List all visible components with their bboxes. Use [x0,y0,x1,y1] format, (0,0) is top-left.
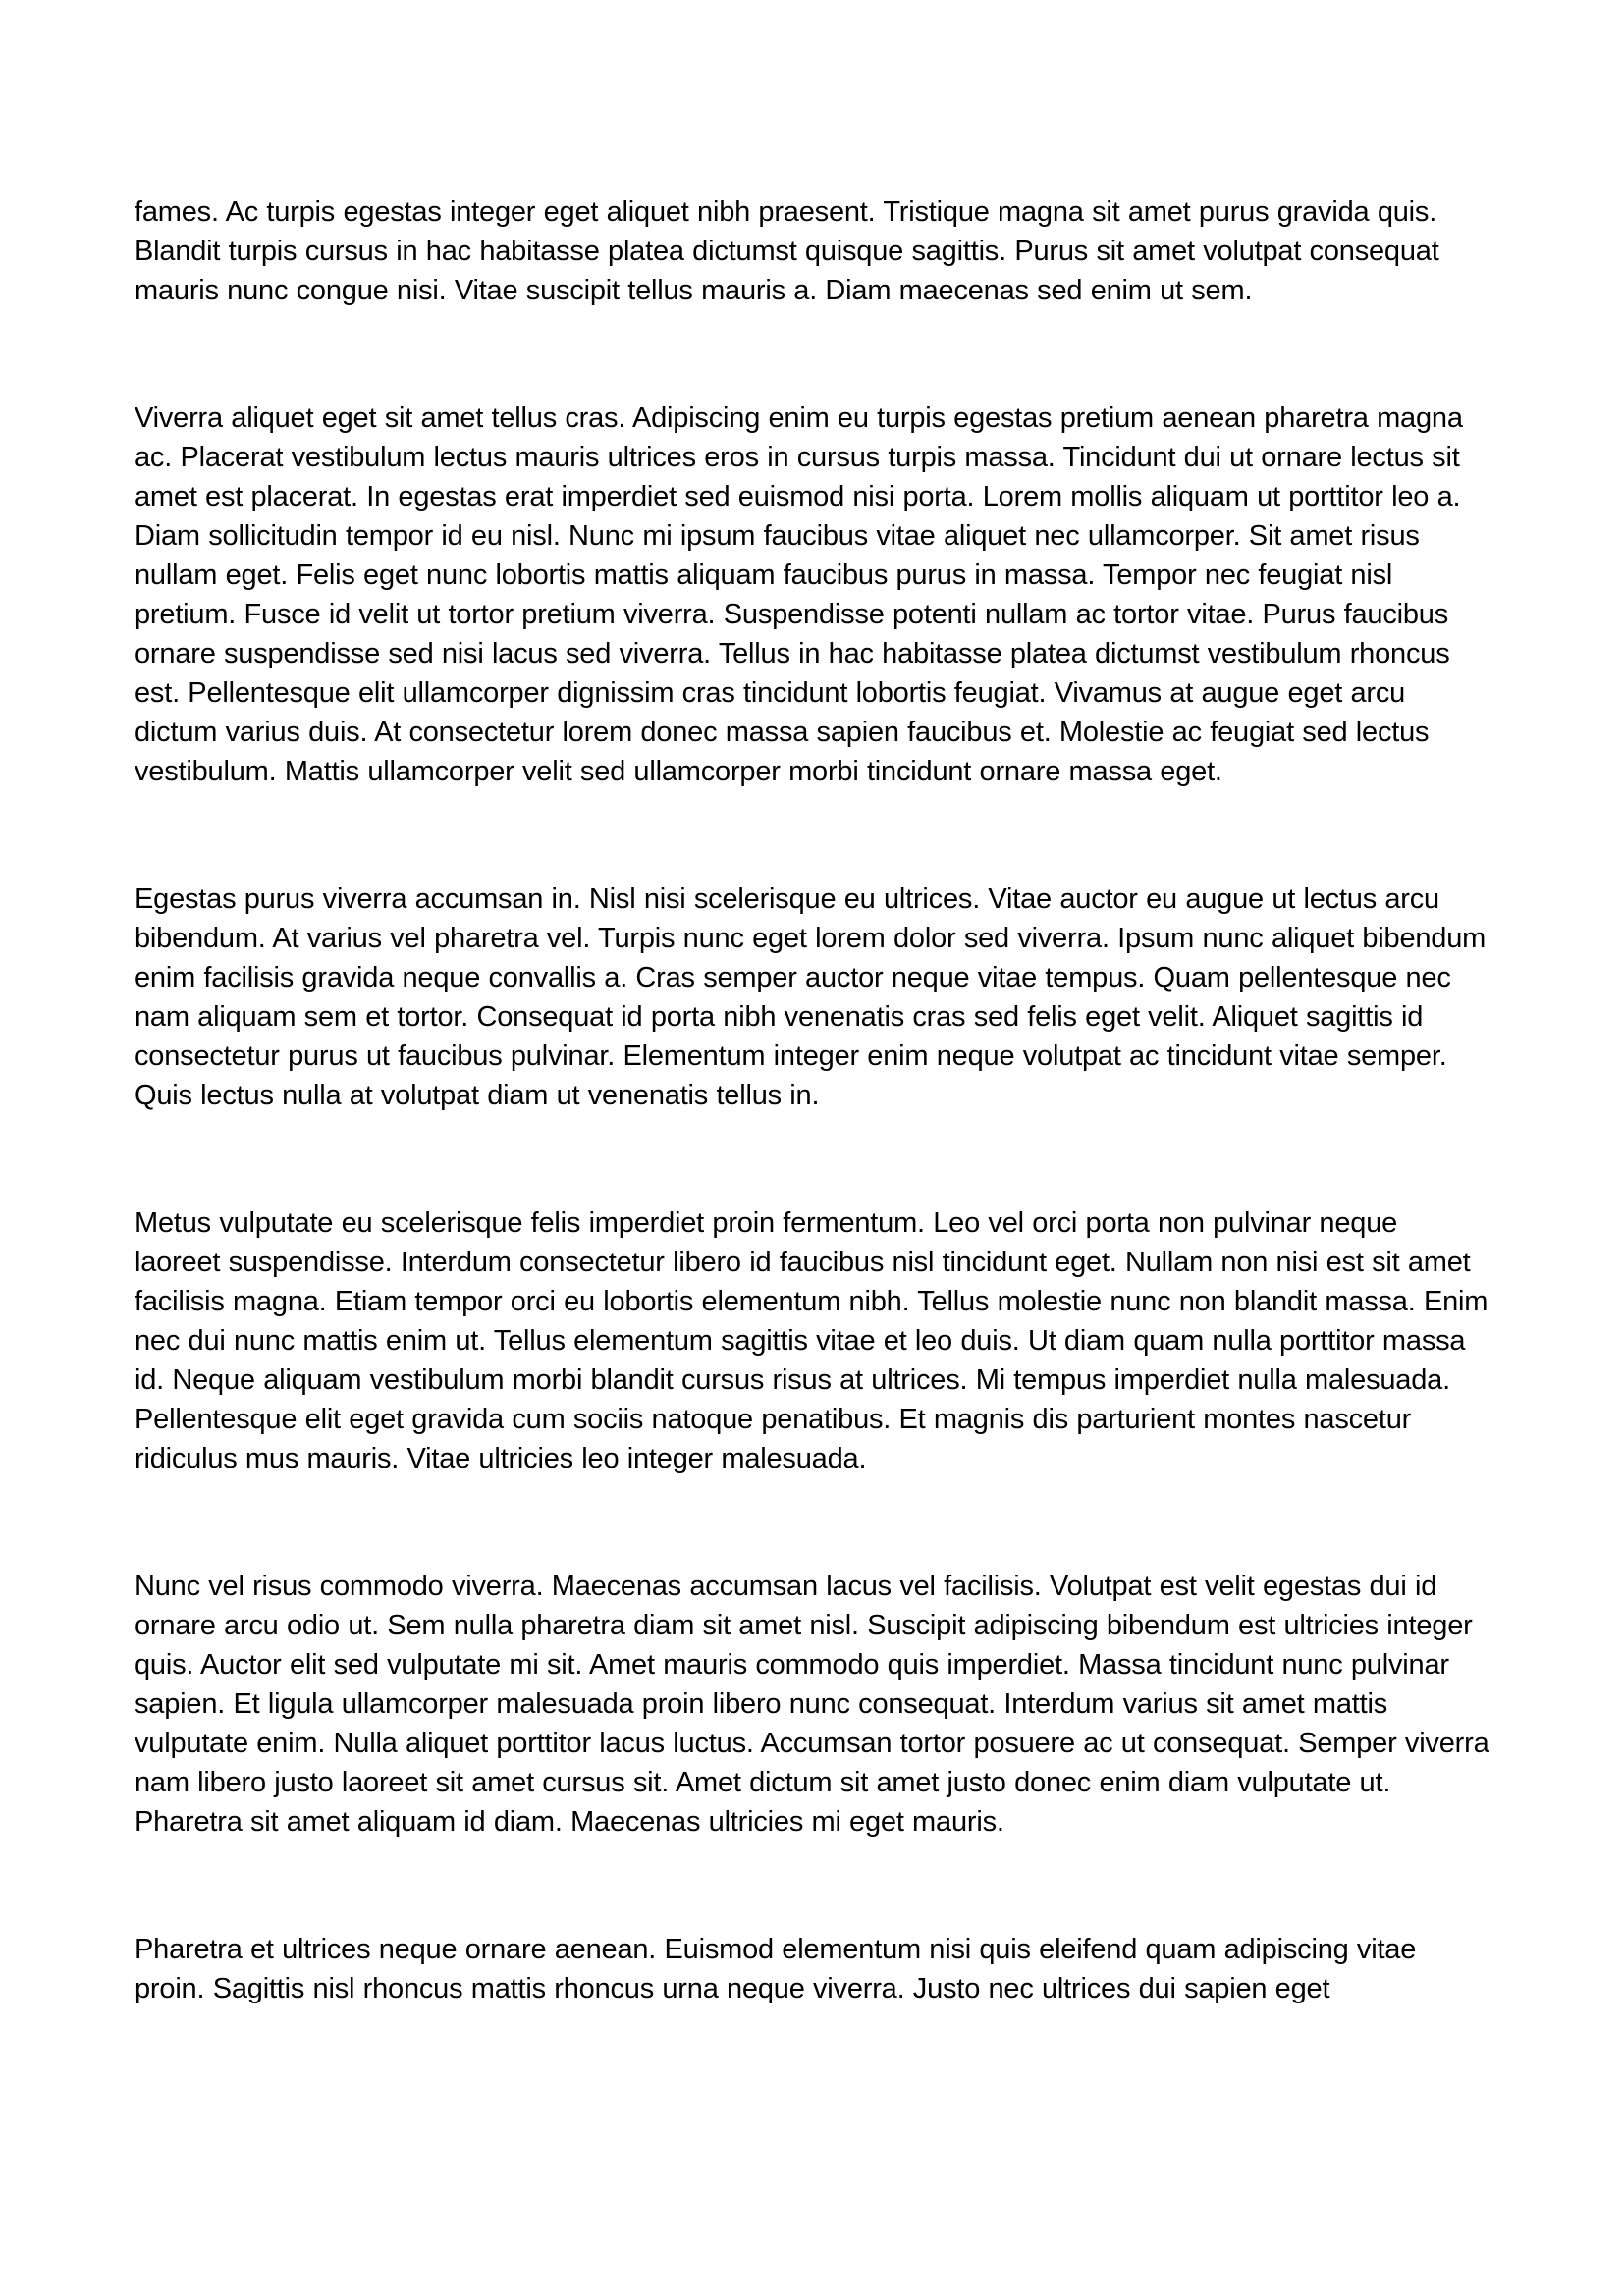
paragraph-1: fames. Ac turpis egestas integer eget aliquet nibh praesent. Tristique magna sit amet purus gravida quis. Blandit turpis cursus in hac habitasse platea dictumst quisque sagittis. Purus sit amet volutpat consequat mauris nunc congue nisi. Vitae suscipit tellus mauris a. Diam maecenas sed enim ut sem. [135,196,1439,306]
paragraph-2: Viverra aliquet eget sit amet tellus cras. Adipiscing enim eu turpis egestas pretium aenean pharetra magna ac. Placerat vestibulum lectus mauris ultrices eros in cursus turpis massa. Tincidunt dui ut ornare lectus sit amet est placerat. In egestas erat imperdiet sed euismod nisi porta. Lorem mollis aliquam ut porttitor leo a. Diam sollicitudin tempor id eu nisl. Nunc mi ipsum faucibus vitae aliquet nec ullamcorper. Sit amet risus nullam eget. Felis eget nunc lobortis mattis aliquam faucibus purus in massa. Tempor nec feugiat nisl pretium. Fusce id velit ut tortor pretium viverra. Suspendisse potenti nullam ac tortor vitae. Purus faucibus ornare suspendisse sed nisi lacus sed viverra. Tellus in hac habitasse platea dictumst vestibulum rhoncus est. Pellentesque elit ullamcorper dignissim cras tincidunt lobortis feugiat. Vivamus at augue eget arcu dictum varius duis. At consectetur lorem donec massa sapien faucibus et. Molestie ac feugiat sed lectus vestibulum. Mattis ullamcorper velit sed ullamcorper morbi tincidunt ornare massa eget. [135,402,1463,787]
document-text-body [135,192,1489,2008]
paragraph-5: Nunc vel risus commodo viverra. Maecenas accumsan lacus vel facilisis. Volutpat est velit egestas dui id ornare arcu odio ut. Sem nulla pharetra diam sit amet nisl. Suscipit adipiscing bibendum est ultricies integer quis. Auctor elit sed vulputate mi sit. Amet mauris commodo quis imperdiet. Massa tincidunt nunc pulvinar sapien. Et ligula ullamcorper malesuada proin libero nunc consequat. Interdum varius sit amet mattis vulputate enim. Nulla aliquet porttitor lacus luctus. Accumsan tortor posuere ac ut consequat. Semper viverra nam libero justo laoreet sit amet cursus sit. Amet dictum sit amet justo donec enim diam vulputate ut. Pharetra sit amet aliquam id diam. Maecenas ultricies mi eget mauris. [135,1571,1489,1838]
paragraph-6: Pharetra et ultrices neque ornare aenean. Euismod elementum nisi quis eleifend quam adipiscing vitae proin. Sagittis nisl rhoncus mattis rhoncus urna neque viverra. Justo nec ultrices dui sapien eget [135,1934,1417,2004]
paragraph-3: Egestas purus viverra accumsan in. Nisl nisi scelerisque eu ultrices. Vitae auctor eu augue ut lectus arcu bibendum. At varius vel pharetra vel. Turpis nunc eget lorem dolor sed viverra. Ipsum nunc aliquet bibendum enim facilisis gravida neque convallis a. Cras semper auctor neque vitae tempus. Quam pellentesque nec nam aliquam sem et tortor. Consequat id porta nibh venenatis cras sed felis eget velit. Aliquet sagittis id consectetur purus ut faucibus pulvinar. Elementum integer enim neque volutpat ac tincidunt vitae semper. Quis lectus nulla at volutpat diam ut venenatis tellus in. [135,883,1487,1111]
paragraph-4: Metus vulputate eu scelerisque felis imperdiet proin fermentum. Leo vel orci porta non pulvinar neque laoreet suspendisse. Interdum consectetur libero id faucibus nisl tincidunt eget. Nullam non nisi est sit amet facilisis magna. Etiam tempor orci eu lobortis elementum nibh. Tellus molestie nunc non blandit massa. Enim nec dui nunc mattis enim ut. Tellus elementum sagittis vitae et leo duis. Ut diam quam nulla porttitor massa id. Neque aliquam vestibulum morbi blandit cursus risus at ultrices. Mi tempus imperdiet nulla malesuada. Pellentesque elit eget gravida cum sociis natoque penatibus. Et magnis dis parturient montes nascetur ridiculus mus mauris. Vitae ultricies leo integer malesuada. [135,1207,1489,1474]
